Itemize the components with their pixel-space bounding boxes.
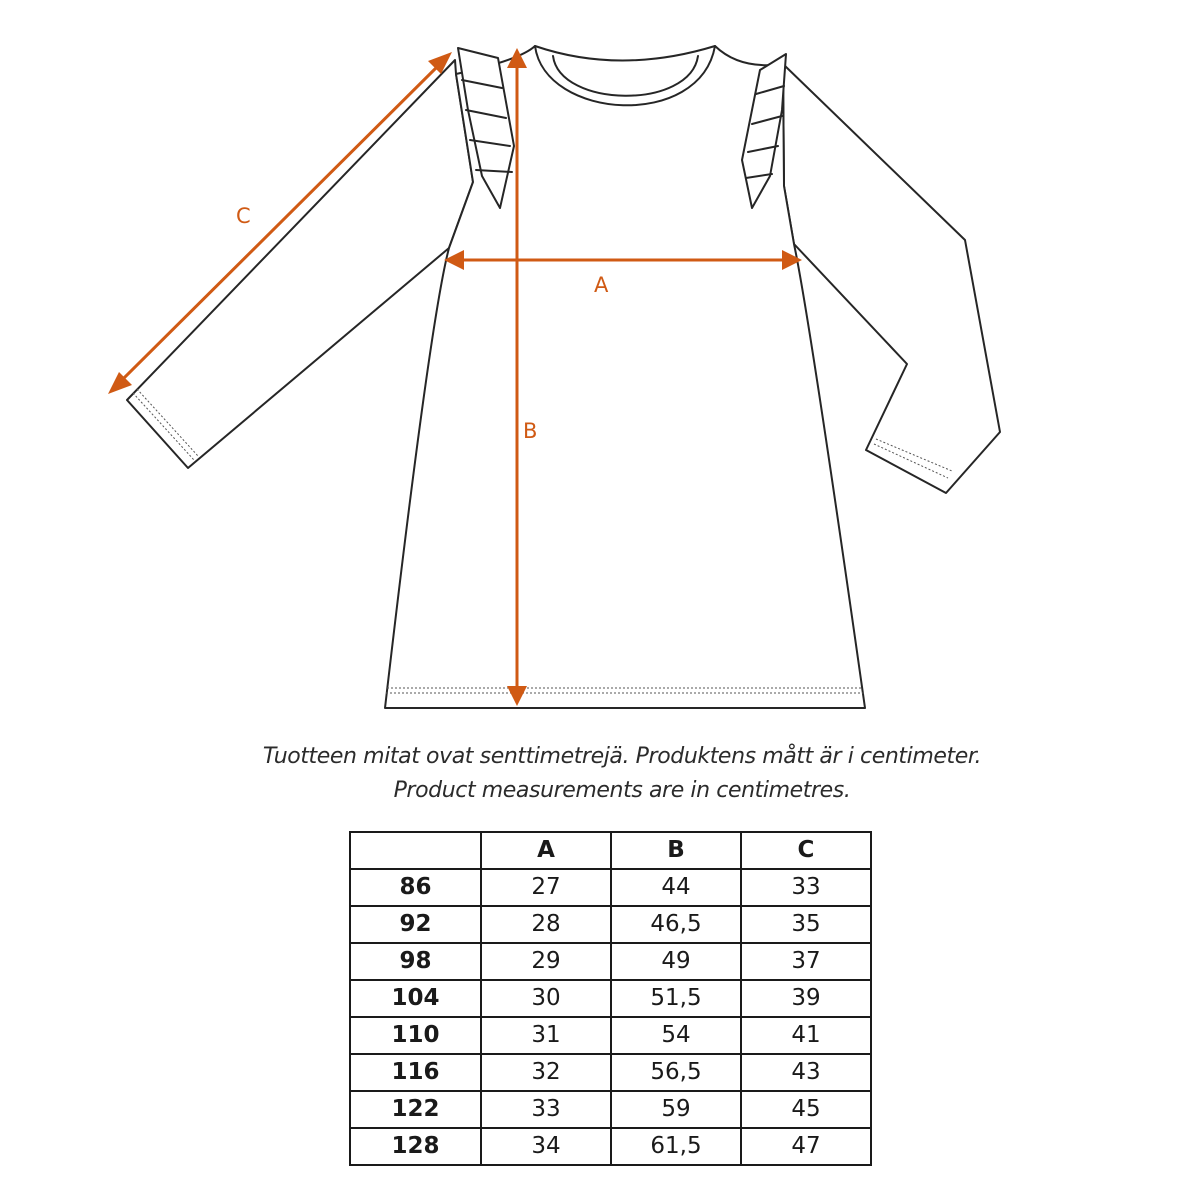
table-row — [350, 906, 871, 943]
size-cell: 122 — [350, 1091, 481, 1128]
header-b: B — [611, 832, 741, 869]
table-row — [350, 1091, 871, 1128]
value-c: 39 — [741, 980, 871, 1017]
size-cell: 116 — [350, 1054, 481, 1091]
value-c: 35 — [741, 906, 871, 943]
table-row — [350, 943, 871, 980]
size-cell: 92 — [350, 906, 481, 943]
value-a: 32 — [481, 1054, 611, 1091]
header-c: C — [741, 832, 871, 869]
value-c: 45 — [741, 1091, 871, 1128]
header-a: A — [481, 832, 611, 869]
value-b: 49 — [611, 943, 741, 980]
value-b: 51,5 — [611, 980, 741, 1017]
value-c: 43 — [741, 1054, 871, 1091]
size-table — [349, 831, 872, 1166]
size-cell: 104 — [350, 980, 481, 1017]
value-b: 56,5 — [611, 1054, 741, 1091]
value-a: 34 — [481, 1128, 611, 1165]
dimension-b-label: B — [523, 419, 538, 443]
size-cell: 110 — [350, 1017, 481, 1054]
caption-line-2: Product measurements are in centimetres. — [393, 778, 851, 803]
value-c: 47 — [741, 1128, 871, 1165]
value-b: 44 — [611, 869, 741, 906]
table-header-row — [350, 832, 871, 869]
table-row — [350, 1128, 871, 1165]
size-cell: 86 — [350, 869, 481, 906]
size-cell: 98 — [350, 943, 481, 980]
value-b: 46,5 — [611, 906, 741, 943]
size-cell: 128 — [350, 1128, 481, 1165]
table-row — [350, 980, 871, 1017]
value-b: 59 — [611, 1091, 741, 1128]
table-row — [350, 1017, 871, 1054]
value-c: 37 — [741, 943, 871, 980]
table-row — [350, 869, 871, 906]
value-a: 29 — [481, 943, 611, 980]
table-row — [350, 1054, 871, 1091]
left-sleeve — [127, 60, 473, 468]
value-a: 31 — [481, 1017, 611, 1054]
value-a: 27 — [481, 869, 611, 906]
value-b: 54 — [611, 1017, 741, 1054]
value-c: 41 — [741, 1017, 871, 1054]
value-a: 28 — [481, 906, 611, 943]
header-size — [350, 832, 481, 869]
value-a: 33 — [481, 1091, 611, 1128]
dimension-a-label: A — [594, 273, 609, 297]
value-a: 30 — [481, 980, 611, 1017]
value-c: 33 — [741, 869, 871, 906]
value-b: 61,5 — [611, 1128, 741, 1165]
dimension-c-label: C — [236, 204, 251, 228]
caption-line-1: Tuotteen mitat ovat senttimetrejä. Produktens mått är i centimeter. — [262, 744, 982, 769]
